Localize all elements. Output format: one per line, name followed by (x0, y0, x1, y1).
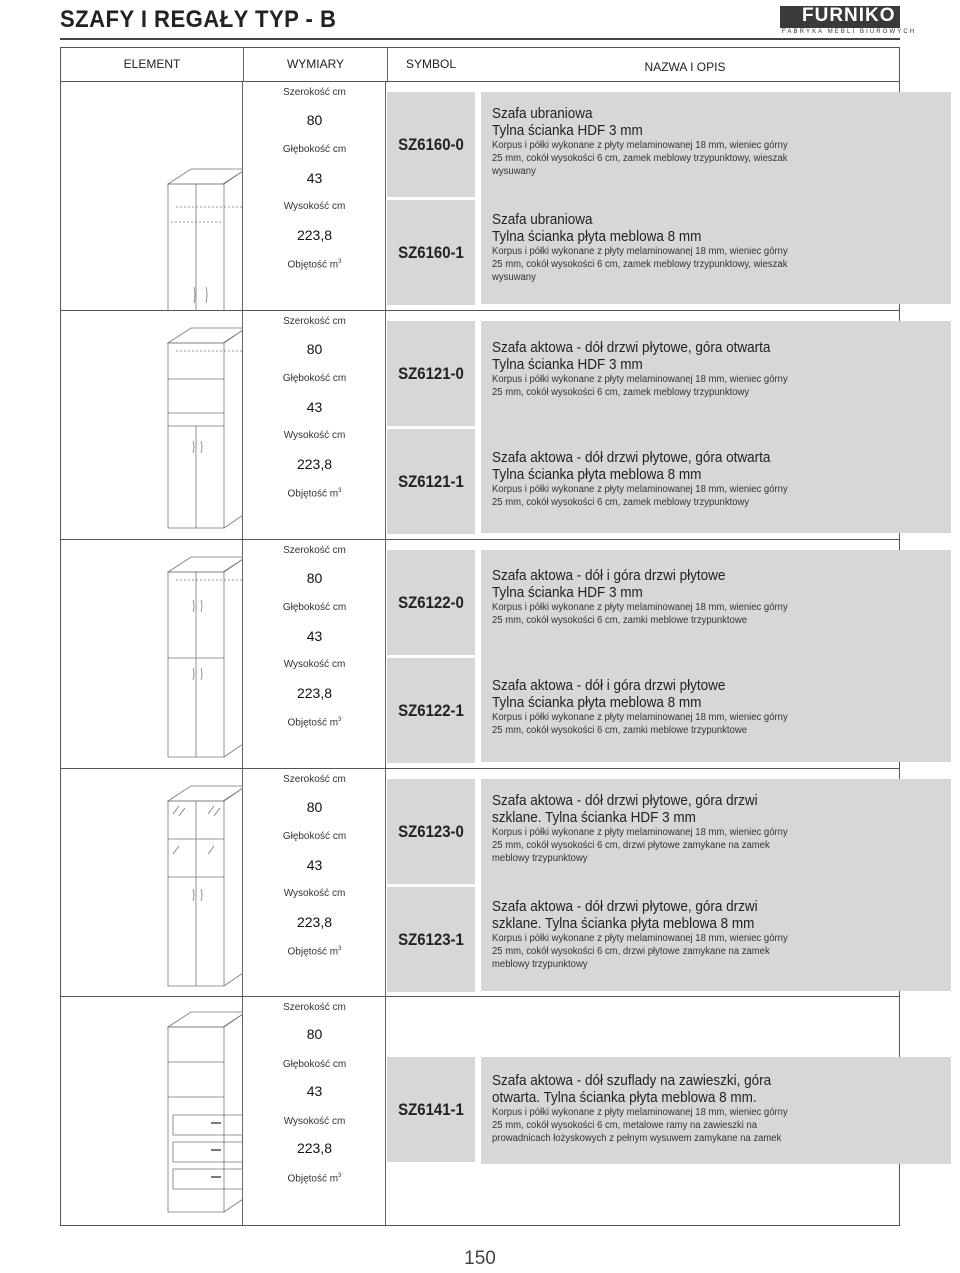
depth-value: 43 (306, 170, 323, 186)
header-rule (60, 38, 900, 40)
symbol-cell (387, 550, 475, 655)
height-label: Wysokość cm (283, 430, 346, 441)
product-symbol: SZ6123-1 (398, 930, 464, 949)
product-description: Korpus i półki wykonane z płyty melaminowanej 18 mm, wieniec górny 25 mm, cokół wysokości 6 cm, zamek meblowy trzypunktowy, wieszak wysuwany (492, 140, 788, 177)
dims-cell (243, 769, 386, 996)
product-section (60, 540, 900, 769)
cabinet-drawing (61, 311, 243, 540)
product-section (60, 82, 900, 311)
product-section (60, 769, 900, 997)
cabinet-drawers-drawing (61, 997, 243, 1226)
product-backpanel: szklane. Tylna ścianka płyta meblowa 8 mm (492, 915, 755, 932)
product-name: Szafa aktowa - dół i góra drzwi płytowe (492, 567, 726, 584)
height-value: 223,8 (296, 914, 333, 930)
element-drawing-cell (61, 769, 243, 996)
depth-label: Głębokość cm (282, 373, 347, 384)
product-description: Korpus i półki wykonane z płyty melaminowanej 18 mm, wieniec górny 25 mm, cokół wysokości 6 cm, zamek meblowy trzypunktowy (492, 374, 788, 398)
product-name: Szafa ubraniowa (492, 105, 593, 122)
volume-label: Objętość $m^3$ (287, 946, 342, 958)
width-label: Szerokość cm (283, 87, 346, 98)
product-description: Korpus i półki wykonane z płyty melaminowanej 18 mm, wieniec górny 25 mm, cokół wysokości 6 cm, drzwi płytowe zamykane na zamek meblowy trzypunktowy (492, 827, 788, 864)
product-name: Szafa aktowa - dół drzwi płytowe, góra drzwi (492, 898, 758, 915)
description-cell (481, 779, 951, 886)
symbol-cell (387, 887, 475, 992)
product-name: Szafa aktowa - dół i góra drzwi płytowe (492, 677, 726, 694)
product-symbol: SZ6121-0 (398, 364, 464, 383)
depth-value: 43 (306, 1083, 323, 1099)
product-name: Szafa aktowa - dół szuflady na zawieszki, góra (492, 1072, 772, 1089)
width-value: 80 (306, 341, 323, 357)
description-cell (481, 197, 951, 304)
depth-value: 43 (306, 399, 323, 415)
symbol-cell (387, 658, 475, 763)
product-name: Szafa aktowa - dół drzwi płytowe, góra otwarta (492, 449, 771, 466)
width-value: 80 (306, 1026, 323, 1042)
width-label: Szerokość cm (283, 1002, 346, 1013)
col-dims: WYMIARY (286, 57, 345, 71)
symbol-cell (387, 92, 475, 197)
dims-cell (243, 311, 386, 539)
depth-label: Głębokość cm (282, 144, 347, 155)
element-drawing-cell (61, 311, 243, 539)
volume-label: Objętość $m^3$ (287, 1173, 342, 1185)
depth-value: 43 (306, 628, 323, 644)
logo-tagline: FABRYKA MEBLI BIUROWYCH (782, 29, 917, 35)
product-symbol: SZ6122-0 (398, 593, 464, 612)
width-value: 80 (306, 570, 323, 586)
dims-cell (243, 997, 386, 1225)
wardrobe-drawing (61, 82, 243, 311)
furniko-logo (780, 5, 917, 38)
dims-cell (243, 540, 386, 768)
product-backpanel: Tylna ścianka HDF 3 mm (492, 122, 643, 139)
description-cell (481, 1057, 951, 1164)
description-cell (481, 321, 951, 428)
logo-text: FURNIKO (802, 5, 896, 26)
product-description: Korpus i półki wykonane z płyty melaminowanej 18 mm, wieniec górny 25 mm, cokół wysokości 6 cm, zamki meblowe trzypunktowe (492, 602, 788, 626)
product-backpanel: szklane. Tylna ścianka HDF 3 mm (492, 809, 696, 826)
depth-label: Głębokość cm (282, 831, 347, 842)
height-label: Wysokość cm (283, 1116, 346, 1127)
product-symbol: SZ6160-0 (398, 135, 464, 154)
volume-label: Objętość $m^3$ (287, 717, 342, 729)
description-cell (481, 550, 951, 657)
col-symbol: SYMBOL (405, 57, 456, 71)
depth-label: Głębokość cm (282, 602, 347, 613)
product-description: Korpus i półki wykonane z płyty melaminowanej 18 mm, wieniec górny 25 mm, cokół wysokości 6 cm, zamek meblowy trzypunktowy (492, 484, 788, 508)
product-description: Korpus i półki wykonane z płyty melaminowanej 18 mm, wieniec górny 25 mm, cokół wysokości 6 cm, zamki meblowe trzypunktowe (492, 712, 788, 736)
description-cell (481, 655, 951, 762)
symbol-cell (387, 429, 475, 534)
dims-cell (243, 82, 386, 310)
symbol-cell (387, 1057, 475, 1162)
width-label: Szerokość cm (283, 545, 346, 556)
height-value: 223,8 (296, 227, 333, 243)
product-description: Korpus i półki wykonane z płyty melaminowanej 18 mm, wieniec górny 25 mm, cokół wysokości 6 cm, drzwi płytowe zamykane na zamek meblowy trzypunktowy (492, 933, 788, 970)
width-value: 80 (306, 112, 323, 128)
page-title: SZAFY I REGAŁY TYP - B (60, 6, 337, 33)
product-section (60, 311, 900, 540)
height-label: Wysokość cm (283, 201, 346, 212)
cabinet-drawing (61, 540, 243, 769)
depth-label: Głębokość cm (282, 1059, 347, 1070)
product-section (60, 997, 900, 1226)
product-backpanel: Tylna ścianka płyta meblowa 8 mm (492, 466, 702, 483)
product-symbol: SZ6141-1 (398, 1100, 464, 1119)
product-backpanel: Tylna ścianka HDF 3 mm (492, 584, 643, 601)
product-description: Korpus i półki wykonane z płyty melaminowanej 18 mm, wieniec górny 25 mm, cokół wysokości 6 cm, zamek meblowy trzypunktowy, wieszak wysuwany (492, 246, 788, 283)
volume-label: Objętość $m^3$ (287, 488, 342, 500)
element-drawing-cell (61, 997, 243, 1225)
element-drawing-cell (61, 82, 243, 310)
product-symbol: SZ6121-1 (398, 472, 464, 491)
product-name: Szafa aktowa - dół drzwi płytowe, góra otwarta (492, 339, 771, 356)
product-name: Szafa aktowa - dół drzwi płytowe, góra drzwi (492, 792, 758, 809)
product-backpanel: Tylna ścianka HDF 3 mm (492, 356, 643, 373)
depth-value: 43 (306, 857, 323, 873)
width-label: Szerokość cm (283, 316, 346, 327)
height-label: Wysokość cm (283, 659, 346, 670)
col-element: ELEMENT (123, 57, 181, 71)
element-drawing-cell (61, 540, 243, 768)
page-number: 150 (464, 1248, 496, 1269)
product-description: Korpus i półki wykonane z płyty melaminowanej 18 mm, wieniec górny 25 mm, cokół wysokości 6 cm, metalowe ramy na zawieszki na prowadnicach łożyskowych z pełnym wysuwem zamykane na zamek (492, 1107, 788, 1144)
symbol-cell (387, 779, 475, 884)
height-value: 223,8 (296, 1140, 333, 1156)
product-symbol: SZ6160-1 (398, 243, 464, 262)
description-cell (481, 92, 951, 199)
description-cell (481, 884, 951, 991)
description-cell (481, 426, 951, 533)
height-label: Wysokość cm (283, 888, 346, 899)
width-label: Szerokość cm (283, 774, 346, 785)
product-symbol: SZ6122-1 (398, 701, 464, 720)
product-symbol: SZ6123-0 (398, 822, 464, 841)
product-backpanel: Tylna ścianka płyta meblowa 8 mm (492, 694, 702, 711)
table-header (60, 47, 900, 82)
product-name: Szafa ubraniowa (492, 211, 593, 228)
symbol-cell (387, 321, 475, 426)
product-backpanel: otwarta. Tylna ścianka płyta meblowa 8 mm. (492, 1089, 757, 1106)
product-backpanel: Tylna ścianka płyta meblowa 8 mm (492, 228, 702, 245)
width-value: 80 (306, 799, 323, 815)
cabinet-glass-drawing (61, 769, 243, 997)
col-desc: NAZWA I OPIS (644, 60, 726, 74)
height-value: 223,8 (296, 456, 333, 472)
volume-label: Objętość $m^3$ (287, 259, 342, 271)
height-value: 223,8 (296, 685, 333, 701)
symbol-cell (387, 200, 475, 305)
